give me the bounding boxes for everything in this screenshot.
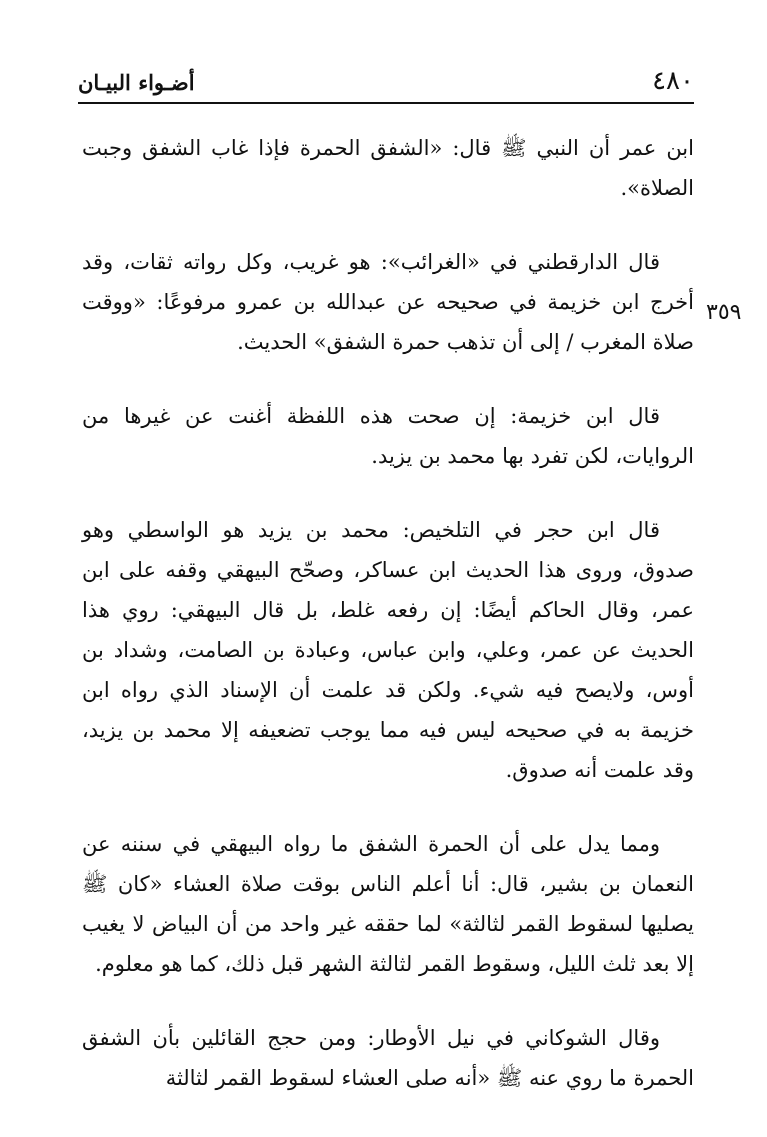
paragraph: قال الدارقطني في «الغرائب»: هو غريب، وكل رواته ثقات، وقد أخرج ابن خزيمة في صحيحه عن عبدالله بن عمرو مرفوعًا: «ووقت صلاة المغرب / إلى أن تذهب حمرة الشفق» الحديث. <box>82 250 694 354</box>
margin-reference-number: ٣٥٩ <box>706 300 742 325</box>
page-header <box>78 62 694 104</box>
paragraph: قال ابن حجر في التلخيص: محمد بن يزيد هو الواسطي وهو صدوق، وروى هذا الحديث ابن عساكر، وصحّح البيهقي وقفه على ابن عمر، وقال الحاكم أيضًا: إن رفعه غلط، بل قال البيهقي: روي هذا الحديث عن عمر، وعلي، وابن عباس، وعبادة بن الصامت، وشداد بن أوس، ولايصح فيه شيء. ولكن قد علمت أن الإسناد الذي رواه ابن خزيمة به في صحيحه ليس فيه مما يوجب تضعيفه إلا محمد بن يزيد، وقد علمت أنه صدوق. <box>82 518 694 782</box>
paragraph: ابن عمر أن النبي ﷺ قال: «الشفق الحمرة فإذا غاب الشفق وجبت الصلاة». <box>82 136 694 200</box>
book-title: أضـواء البيـان <box>78 70 195 95</box>
paragraph: ومما يدل على أن الحمرة الشفق ما رواه البيهقي في سننه عن النعمان بن بشير، قال: أنا أعلم الناس بوقت صلاة العشاء «كان ﷺ يصليها لسقوط القمر لثالثة» لما حققه غير واحد من أن البياض لا يغيب إلا بعد ثلث الليل، وسقوط القمر لثالثة الشهر قبل ذلك، كما هو معلوم. <box>82 832 694 976</box>
body-text <box>82 128 694 1132</box>
paragraph: قال ابن خزيمة: إن صحت هذه اللفظة أغنت عن غيرها من الروايات، لكن تفرد بها محمد بن يزيد. <box>82 404 694 468</box>
paragraph: وقال الشوكاني في نيل الأوطار: ومن حجج القائلين بأن الشفق الحمرة ما روي عنه ﷺ «أنه صلى العشاء لسقوط القمر لثالثة <box>82 1026 694 1090</box>
page-number: ٤٨٠ <box>652 66 694 96</box>
